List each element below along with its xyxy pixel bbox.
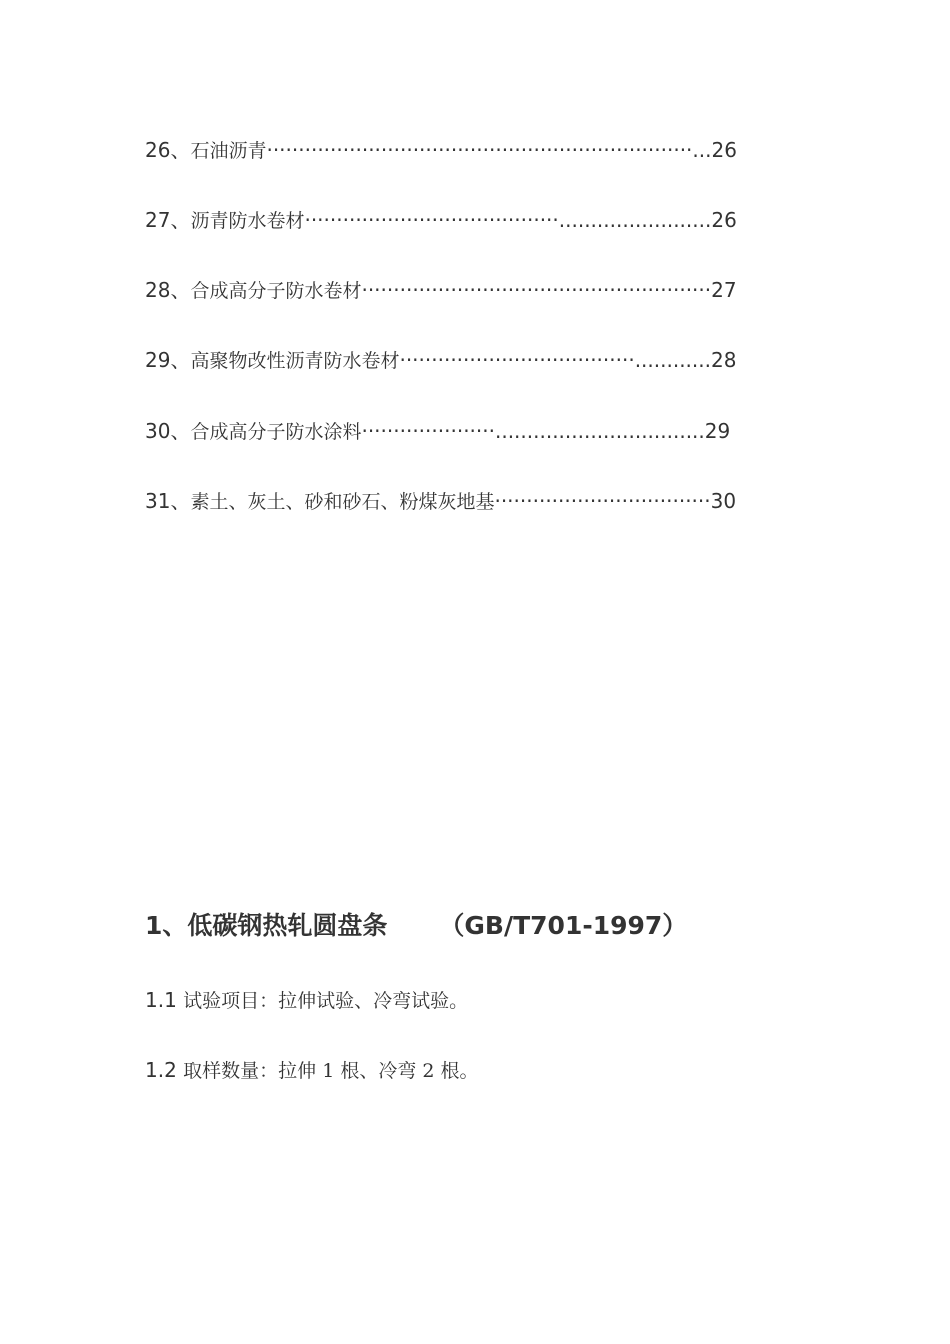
toc-number: 29、	[145, 348, 191, 372]
toc-number: 27、	[145, 208, 191, 232]
section-item	[145, 1055, 479, 1085]
toc-page-number: 30	[710, 489, 737, 513]
toc-page-number: 26	[711, 138, 737, 162]
toc-title: 合成高分子防水卷材	[190, 280, 362, 302]
toc-page-number: 27	[711, 278, 737, 302]
item-text: 试验项目：拉伸试验、冷弯试验。	[183, 990, 469, 1012]
toc-title: 高聚物改性沥青防水卷材	[190, 350, 400, 372]
toc-leader: ·······················································	[361, 278, 712, 302]
toc-title: 沥青防水卷材	[190, 210, 305, 232]
toc-leader: ··································	[494, 489, 711, 513]
toc-entry[interactable]	[145, 486, 736, 516]
toc-title: 合成高分子防水涂料	[190, 421, 362, 443]
item-number: 1.1	[145, 988, 184, 1012]
toc-page-number: 29	[704, 419, 731, 443]
toc-page-number: 26	[711, 208, 737, 232]
toc-entry[interactable]	[145, 345, 736, 375]
toc-entry[interactable]	[145, 416, 730, 446]
toc-number: 28、	[145, 278, 191, 302]
toc-title: 素土、灰土、砂和砂石、粉煤灰地基	[190, 491, 495, 513]
item-number: 1.2	[145, 1058, 184, 1082]
toc-number: 26、	[145, 138, 191, 162]
item-text: 取样数量：拉伸 1 根、冷弯 2 根。	[183, 1060, 479, 1082]
toc-title: 石油沥青	[190, 140, 267, 162]
section-heading	[145, 906, 687, 946]
toc-number: 31、	[145, 489, 191, 513]
toc-entry[interactable]	[145, 275, 737, 305]
toc-number: 30、	[145, 419, 191, 443]
section-title: 1、低碳钢热轧圆盘条	[145, 911, 388, 940]
toc-leader: ········································........................	[304, 208, 712, 232]
toc-entry[interactable]	[145, 205, 737, 235]
toc-page-number: 28	[710, 348, 737, 372]
toc-leader: ·····································............	[399, 348, 711, 372]
section-item	[145, 985, 468, 1015]
toc-leader: ···································································...	[266, 138, 712, 162]
toc-leader: ·····················.................................	[361, 419, 705, 443]
section-standard: （GB/T701-1997）	[439, 911, 688, 940]
toc-entry[interactable]	[145, 135, 737, 165]
